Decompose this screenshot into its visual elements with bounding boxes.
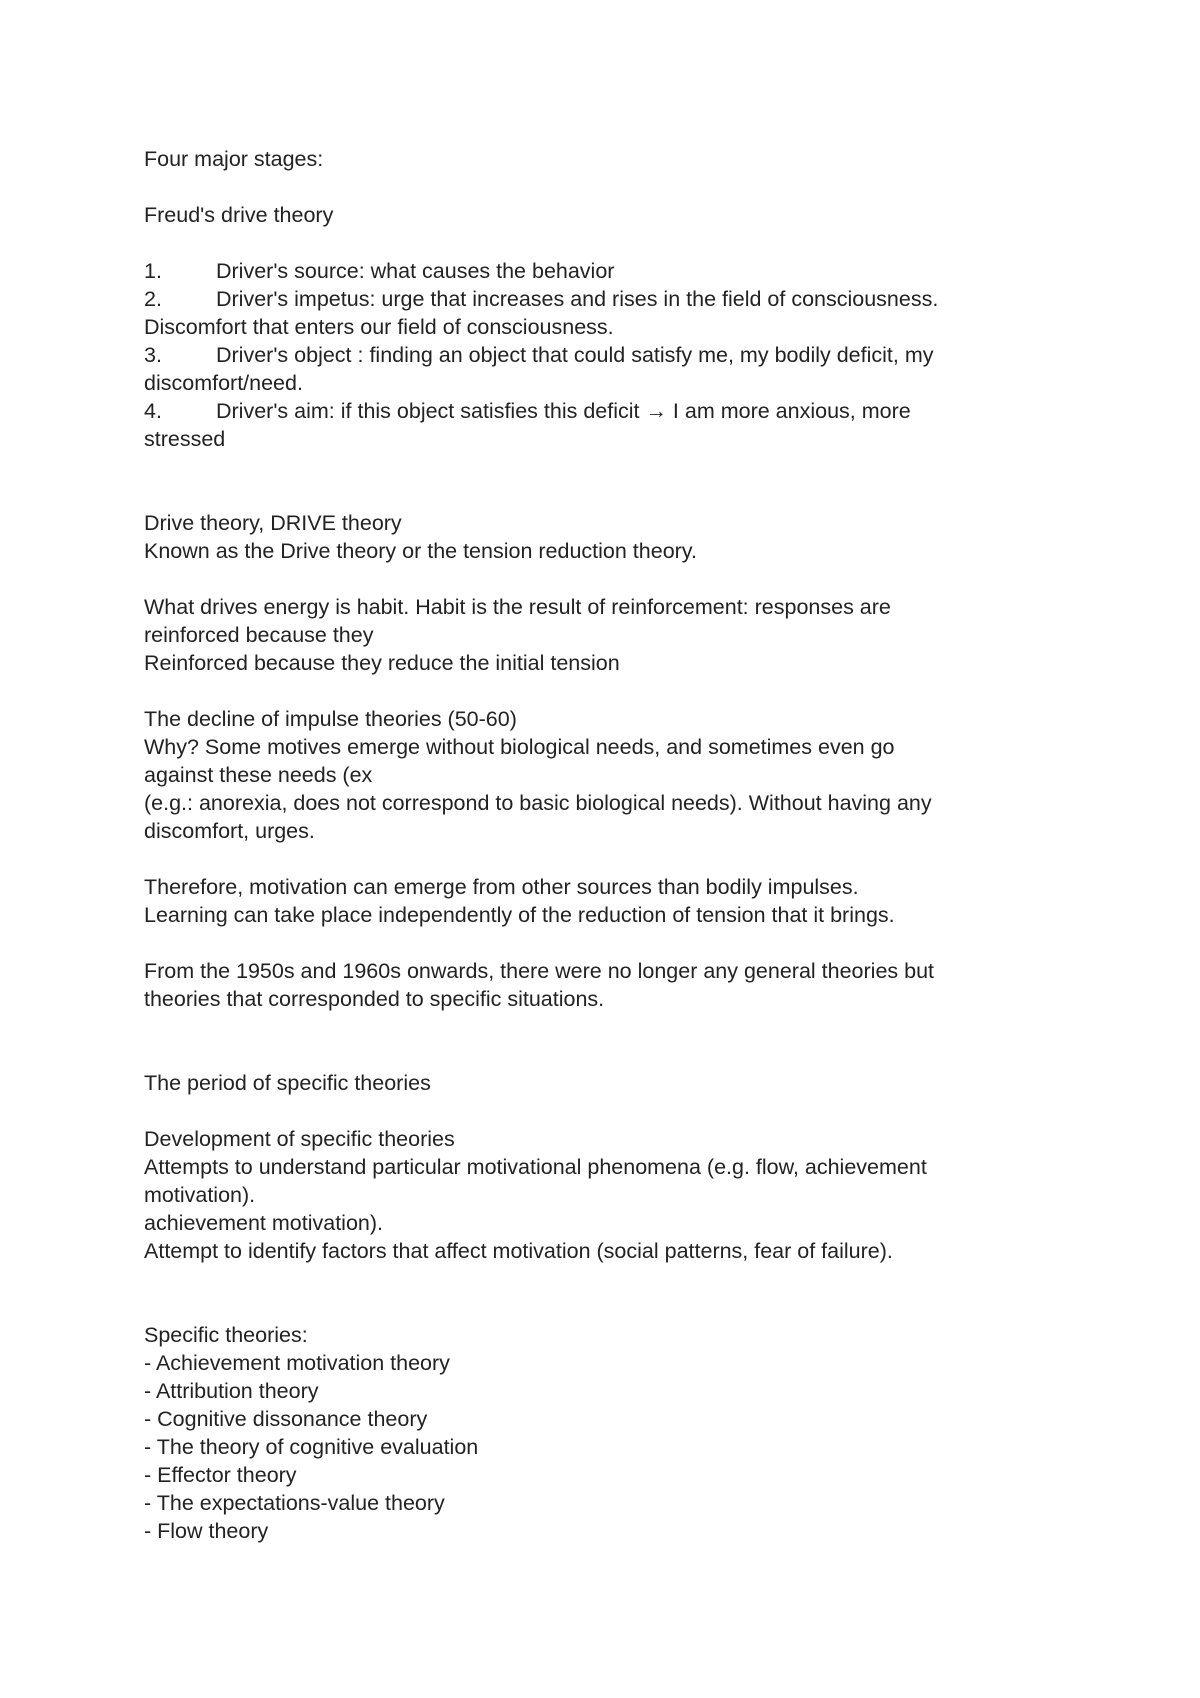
development-line-1: Attempts to understand particular motivational phenomena (e.g. flow, achievement <box>144 1155 927 1179</box>
drive-theory-title: Drive theory, DRIVE theory <box>144 511 402 535</box>
spacer <box>144 1013 1044 1069</box>
therefore-line-1: Therefore, motivation can emerge from other sources than bodily impulses. <box>144 875 859 899</box>
stage-number: 3. <box>144 343 162 367</box>
stage-text: Driver's aim: if this object satisfies this deficit → I am more anxious, more <box>216 399 911 423</box>
spacer <box>144 677 1044 705</box>
list-item: - The expectations-value theory <box>144 1491 445 1515</box>
spacer <box>144 929 1044 957</box>
spacer <box>144 565 1044 593</box>
development-line-3: achievement motivation). <box>144 1211 383 1235</box>
specific-theories-title: Specific theories: <box>144 1323 308 1347</box>
list-item: - Attribution theory <box>144 1379 319 1403</box>
why-line-1: Why? Some motives emerge without biological needs, and sometimes even go <box>144 735 895 759</box>
habit-line-1: What drives energy is habit. Habit is the result of reinforcement: responses are <box>144 595 891 619</box>
stage-item-1 <box>144 257 1044 285</box>
stage-text: Driver's source: what causes the behavior <box>216 259 615 283</box>
stage-number: 1. <box>144 259 162 283</box>
decline-title: The decline of impulse theories (50-60) <box>144 707 517 731</box>
period-title: The period of specific theories <box>144 1071 431 1095</box>
stage-text: Driver's impetus: urge that increases and rises in the field of consciousness. <box>216 287 939 311</box>
list-item: - Cognitive dissonance theory <box>144 1407 428 1431</box>
development-line-2: motivation). <box>144 1183 256 1207</box>
stage-continuation: discomfort/need. <box>144 371 303 395</box>
development-line-4: Attempt to identify factors that affect motivation (social patterns, fear of failure). <box>144 1239 893 1263</box>
development-title: Development of specific theories <box>144 1127 455 1151</box>
spacer <box>144 845 1044 873</box>
stage-continuation: Discomfort that enters our field of consciousness. <box>144 315 614 339</box>
from-line-1: From the 1950s and 1960s onwards, there were no longer any general theories but <box>144 959 935 983</box>
stages-heading: Four major stages: <box>144 147 324 171</box>
list-item: - Effector theory <box>144 1463 297 1487</box>
spacer <box>144 1265 1044 1321</box>
stage-item-3 <box>144 341 1044 369</box>
habit-line-3: Reinforced because they reduce the initial tension <box>144 651 620 675</box>
list-item: - Achievement motivation theory <box>144 1351 450 1375</box>
habit-line-2: reinforced because they <box>144 623 374 647</box>
stage-item-4 <box>144 397 1044 425</box>
why-line-4: discomfort, urges. <box>144 819 315 843</box>
stage-number: 4. <box>144 399 162 423</box>
why-line-3: (e.g.: anorexia, does not correspond to basic biological needs). Without having any <box>144 791 932 815</box>
list-item: - The theory of cognitive evaluation <box>144 1435 479 1459</box>
spacer <box>144 1097 1044 1125</box>
stage-item-2 <box>144 285 1044 313</box>
stage-text: Driver's object : finding an object that could satisfy me, my bodily deficit, my <box>216 343 934 367</box>
spacer <box>144 229 1044 257</box>
drive-theory-known: Known as the Drive theory or the tension reduction theory. <box>144 539 697 563</box>
freud-title: Freud's drive theory <box>144 203 334 227</box>
stage-number: 2. <box>144 287 162 311</box>
therefore-line-2: Learning can take place independently of the reduction of tension that it brings. <box>144 903 895 927</box>
spacer <box>144 453 1044 509</box>
stage-continuation: stressed <box>144 427 226 451</box>
list-item: - Flow theory <box>144 1519 269 1543</box>
spacer <box>144 173 1044 201</box>
document-body <box>144 145 1044 1545</box>
from-line-2: theories that corresponded to specific situations. <box>144 987 605 1011</box>
why-line-2: against these needs (ex <box>144 763 373 787</box>
